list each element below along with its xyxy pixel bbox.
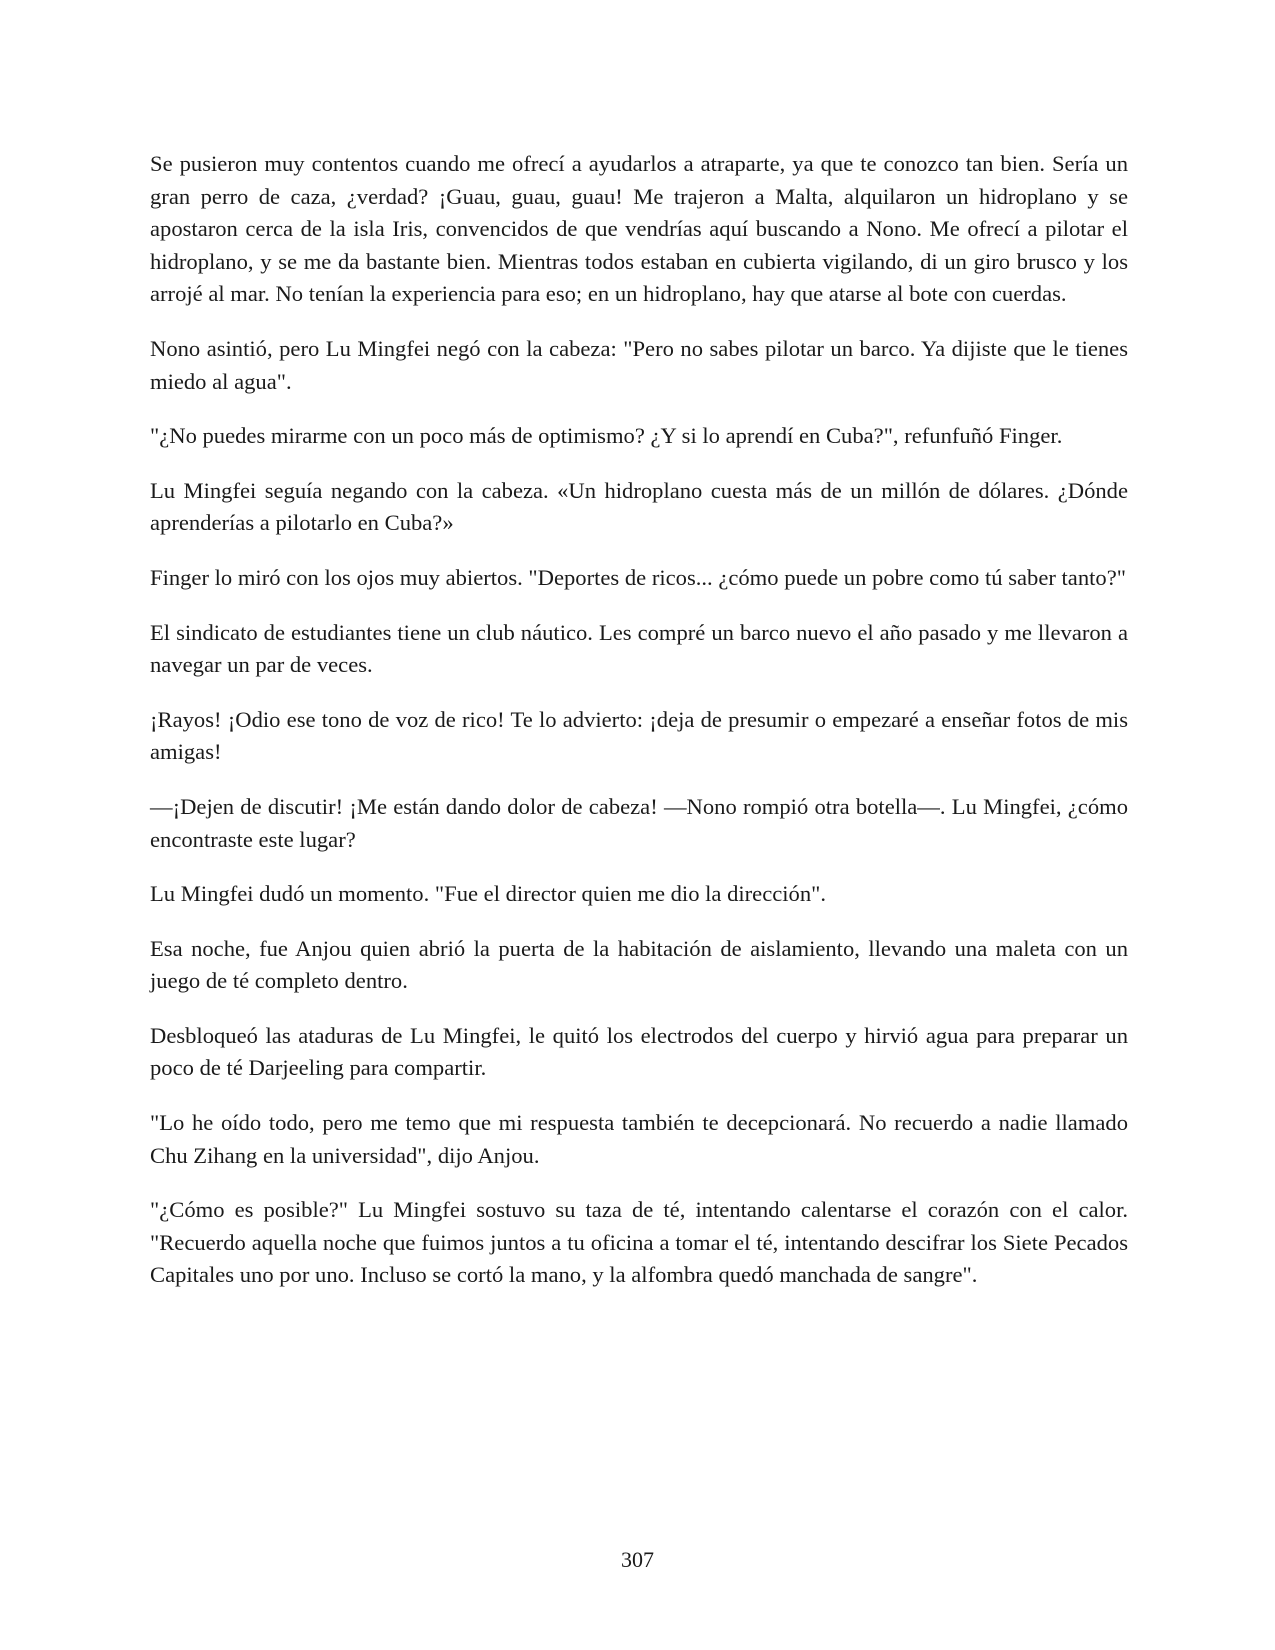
paragraph: Se pusieron muy contentos cuando me ofrecí a ayudarlos a atraparte, ya que te conozco tan bien. Sería un gran perro de caza, ¿verdad? ¡Guau, guau, guau! Me trajeron a Malta, alquilaron un hidroplano y se apostaron cerca de la isla Iris, convencidos de que vendrías aquí buscando a Nono. Me ofrecí a pilotar el hidroplano, y se me da bastante bien. Mientras todos estaban en cubierta vigilando, di un giro brusco y los arrojé al mar. No tenían la experiencia para eso; en un hidroplano, hay que atarse al bote con cuerdas. xyxy=(150,151,1128,307)
paragraph: "Lo he oído todo, pero me temo que mi respuesta también te decepcionará. No recuerdo a nadie llamado Chu Zihang en la universidad", dijo Anjou. xyxy=(150,1110,1128,1168)
paragraph: Lu Mingfei dudó un momento. "Fue el director quien me dio la dirección". xyxy=(150,881,827,907)
paragraph: "¿Cómo es posible?" Lu Mingfei sostuvo su taza de té, intentando calentarse el corazón con el calor. "Recuerdo aquella noche que fuimos juntos a tu oficina a tomar el té, intentando descifrar los Siete Pecados Capitales uno por uno. Incluso se cortó la mano, y la alfombra quedó manchada de sangre". xyxy=(150,1197,1128,1288)
paragraph: El sindicato de estudiantes tiene un club náutico. Les compré un barco nuevo el año pasado y me llevaron a navegar un par de veces. xyxy=(150,619,1128,678)
body-text xyxy=(150,148,1128,1314)
page-number: 307 xyxy=(621,1547,654,1572)
paragraph: Lu Mingfei seguía negando con la cabeza. «Un hidroplano cuesta más de un millón de dólares. ¿Dónde aprenderías a pilotarlo en Cuba?» xyxy=(150,477,1128,536)
paragraph: Nono asintió, pero Lu Mingfei negó con la cabeza: "Pero no sabes pilotar un barco. Ya dijiste que le tienes miedo al agua". xyxy=(150,335,1128,394)
paragraph: ¡Rayos! ¡Odio ese tono de voz de rico! Te lo advierto: ¡deja de presumir o empezaré a enseñar fotos de mis amigas! xyxy=(150,706,1128,765)
paragraph: —¡Dejen de discutir! ¡Me están dando dolor de cabeza! —Nono rompió otra botella—. Lu Mingfei, ¿cómo encontraste este lugar? xyxy=(150,793,1128,852)
paragraph: "¿No puedes mirarme con un poco más de optimismo? ¿Y si lo aprendí en Cuba?", refunfuñó Finger. xyxy=(150,423,1063,449)
paragraph: Esa noche, fue Anjou quien abrió la puerta de la habitación de aislamiento, llevando una maleta con un juego de té completo dentro. xyxy=(150,935,1128,994)
paragraph: Desbloqueó las ataduras de Lu Mingfei, le quitó los electrodos del cuerpo y hirvió agua para preparar un poco de té Darjeeling para compartir. xyxy=(150,1022,1128,1081)
paragraph: Finger lo miró con los ojos muy abiertos. "Deportes de ricos... ¿cómo puede un pobre como tú saber tanto?" xyxy=(150,564,1126,590)
